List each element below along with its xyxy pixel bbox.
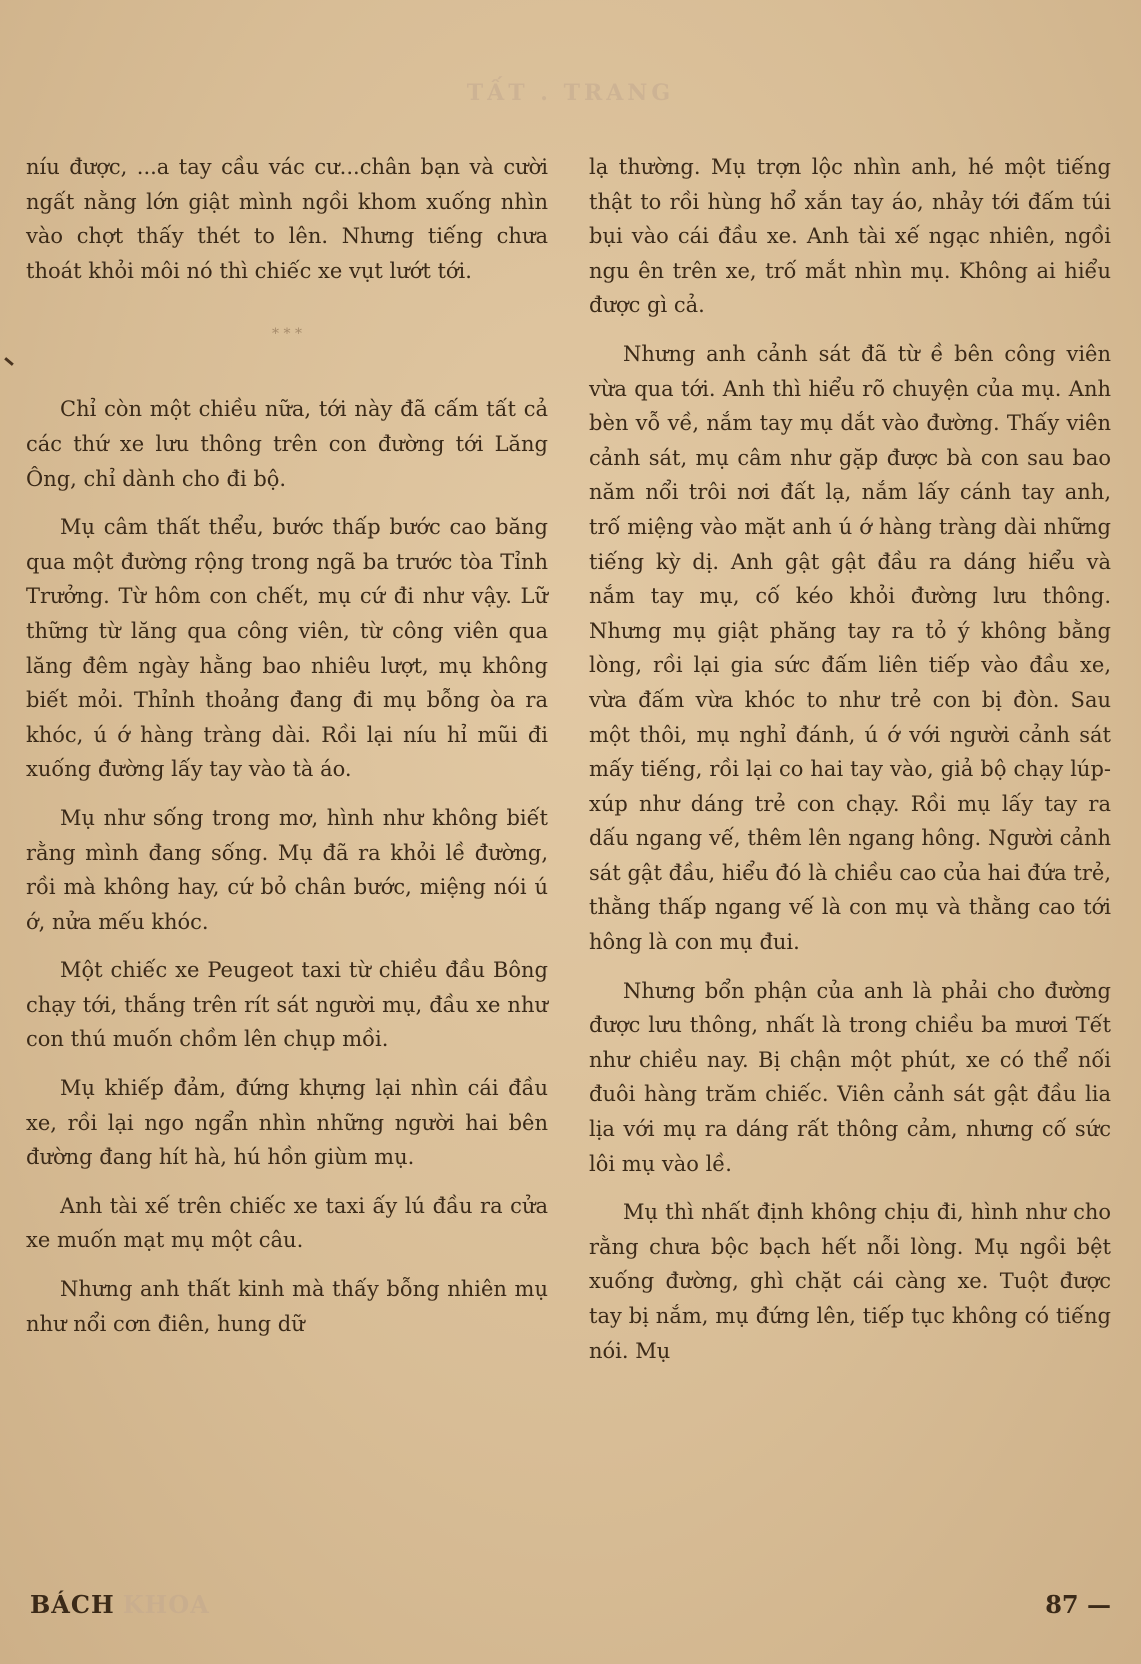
paragraph: Mụ câm thất thểu, bước thấp bước cao băng qua một đường rộng trong ngã ba trước tòa Tỉnh Trưởng. Từ hôm con chết, mụ cứ đi như vậy. Lữ thững từ lăng qua công viên, từ công viên qua lăng đêm ngày hằng bao nhiêu lượt, mụ không biết mỏi. Thỉnh thoảng đang đi mụ bỗng òa ra khóc, ú ớ hàng tràng dài. Rồi lại níu hỉ mũi đi xuống đường lấy tay vào tà áo. <box>26 515 548 782</box>
paragraph: Mụ khiếp đảm, đứng khựng lại nhìn cái đầu xe, rồi lại ngo ngẩn nhìn những người hai bên đường đang hít hà, hú hồn giùm mụ. <box>26 1076 548 1170</box>
paragraph: lạ thường. Mụ trợn lộc nhìn anh, hé một tiếng thật to rồi hùng hổ xắn tay áo, nhảy tới đấm túi bụi vào cái đầu xe. Anh tài xế ngạc nhiên, ngồi ngu ên trên xe, trố mắt nhìn mụ. Không ai hiểu được gì cả. <box>589 155 1111 318</box>
paragraph: Một chiếc xe Peugeot taxi từ chiều đầu Bông chạy tới, thắng trên rít sát người mụ, đầu xe như con thú muốn chồm lên chụp mồi. <box>26 958 548 1052</box>
paragraph: Chỉ còn một chiều nữa, tới này đã cấm tất cả các thứ xe lưu thông trên con đường tới Lăng Ông, chỉ dành cho đi bộ. <box>26 397 548 491</box>
section-separator: * * * <box>272 326 302 343</box>
right-column <box>589 150 1111 1382</box>
paragraph: Nhưng anh thất kinh mà thấy bỗng nhiên mụ như nổi cơn điên, hung dữ <box>26 1277 548 1336</box>
left-column <box>26 150 548 1355</box>
paragraph: Mụ như sống trong mơ, hình như không biết rằng mình đang sống. Mụ đã ra khỏi lề đường, rồi mà không hay, cứ bỏ chân bước, miệng nói ú ớ, nửa mếu khóc. <box>26 805 548 934</box>
magazine-name-bold: BÁCH <box>30 1590 115 1619</box>
paragraph: Anh tài xế trên chiếc xe taxi ấy lú đầu ra cửa xe muốn mạt mụ một câu. <box>26 1193 548 1253</box>
paragraph: níu được, ...a tay cầu vác cư...chân bạn và cười ngất nằng lớn giật mình ngồi khom xuống nhìn vào chợt thấy thét to lên. Nhưng tiếng chưa thoát khỏi môi nó thì chiếc xe vụt lướt tới. <box>26 155 548 283</box>
running-title: TẤT . TRANG <box>466 80 675 106</box>
paragraph: Nhưng anh cảnh sát đã từ ề bên công viên vừa qua tới. Anh thì hiểu rõ chuyện của mụ. Anh bèn vỗ về, nắm tay mụ dắt vào đường. Thấy viên cảnh sát, mụ câm như gặp được bà con sau bao năm nổi trôi nơi đất lạ, nắm lấy cánh tay anh, trố miệng vào mặt anh ú ớ hàng tràng dài những tiếng kỳ dị. Anh gật gật đầu ra dáng hiểu và nắm tay mụ, cố kéo khỏi đường lưu thông. Nhưng mụ giật phăng tay ra tỏ ý không bằng lòng, rồi lại gia sức đấm liên tiếp vào đầu xe, vừa đấm vừa khóc to như trẻ con bị đòn. Sau một thôi, mụ nghỉ đánh, ú ớ với người cảnh sát mấy tiếng, rồi lại co hai tay vào, giả bộ chạy lúp-xúp như dáng trẻ con chạy. Rồi mụ lấy tay ra dấu ngang vế, thêm lên ngang hông. Người cảnh sát gật đầu, hiểu đó là chiều cao của hai đứa trẻ, thằng thấp ngang vế là con mụ và thằng cao tới hông là con mụ đui. <box>589 341 1111 955</box>
magazine-name-faded: KHOA <box>122 1590 210 1619</box>
magazine-name <box>30 1590 210 1619</box>
margin-mark <box>4 357 14 366</box>
paragraph: Mụ thì nhất định không chịu đi, hình như cho rằng chưa bộc bạch hết nỗi lòng. Mụ ngồi bệt xuống đường, ghì chặt cái càng xe. Tuột được tay bị nắm, mụ đứng lên, tiếp tục không có tiếng nói. Mụ <box>589 1200 1111 1363</box>
page-number: 87 — <box>1045 1590 1111 1619</box>
paragraph: Nhưng bổn phận của anh là phải cho đường được lưu thông, nhất là trong chiều ba mươi Tết như chiều nay. Bị chận một phút, xe có thể nối đuôi hàng trăm chiếc. Viên cảnh sát gật đầu lia lịa với mụ ra dáng rất thông cảm, nhưng cố sức lôi mụ vào lề. <box>589 978 1111 1176</box>
